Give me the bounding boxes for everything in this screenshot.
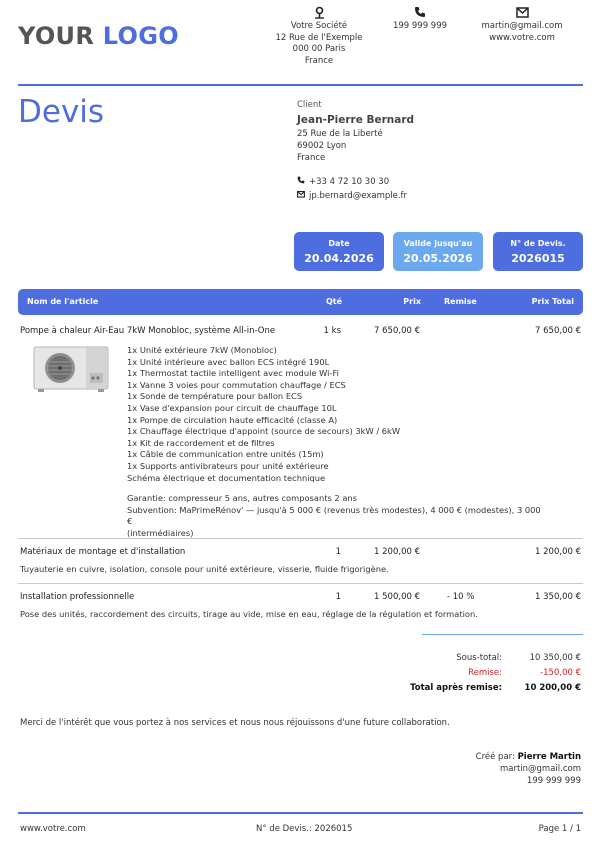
detail-line: 1x Kit de raccordement et de filtres — [127, 437, 275, 448]
detail-line: 1x Vase d'expansion pour circuit de chauffage 10L — [127, 402, 337, 413]
detail-line: 1x Thermostat tactile intelligent avec module Wi-Fi — [127, 368, 339, 379]
detail-line: 1x Câble de communication entre unités (15m) — [127, 449, 324, 460]
grand-total-value: 10 200,00 € — [524, 683, 581, 693]
company-phone: 199 999 999 — [392, 21, 448, 31]
subtotal-label: Sous-total: — [456, 653, 502, 663]
header-total: Prix Total — [531, 297, 574, 306]
company-contact-block — [470, 6, 574, 44]
date-value: 20.04.2026 — [304, 252, 374, 265]
logo-text-your: YOUR — [18, 22, 95, 50]
detail-line: 1x Sonde de température pour ballon ECS — [127, 391, 303, 402]
row-divider — [18, 538, 583, 539]
envelope-icon — [470, 6, 574, 19]
footer-divider — [18, 812, 583, 814]
subsidy-note: Subvention: MaPrimeRénov' — jusqu'à 5 000 € (revenus très modestes), 4 000 € (modestes), 3 000 € — [127, 504, 541, 527]
item-description: Pose des unités, raccordement des circuits, tirage au vide, mise en eau, réglage de la régulation et formation. — [20, 609, 478, 619]
company-name: Votre Société — [290, 21, 348, 31]
client-name: Jean-Pierre Bernard — [297, 114, 415, 126]
warranty-note: Garantie: compresseur 5 ans, autres composants 2 ans — [127, 493, 358, 504]
client-email-line — [297, 190, 414, 202]
company-city: 000 00 Paris — [292, 44, 346, 54]
item-qty: 1 ks — [323, 326, 341, 336]
footer-quote-number: N° de Devis.: 2026015 — [256, 824, 353, 834]
quote-number-box — [493, 232, 583, 271]
detail-line: 1x Pompe de circulation haute efficacité (classe A) — [127, 414, 338, 425]
detail-line: Schéma électrique et documentation technique — [127, 472, 326, 483]
valid-until-label: Valide jusqu'au — [403, 239, 473, 248]
creator-phone: 199 999 999 — [526, 776, 581, 786]
detail-line: 1x Unité extérieure 7kW (Monobloc) — [127, 345, 277, 355]
detail-line: 1x Vanne 3 voies pour commutation chauffage / ECS — [127, 379, 346, 390]
grand-total-label: Total après remise: — [410, 683, 502, 693]
quote-number-value: 2026015 — [511, 252, 565, 265]
detail-line: 1x Unité intérieure avec ballon ECS intégré 190L — [127, 356, 330, 367]
item-price: 1 200,00 € — [374, 547, 420, 557]
items-table-header — [18, 289, 583, 315]
creator-name: Pierre Martin — [517, 752, 581, 762]
company-street: 12 Rue de l'Exemple — [275, 32, 363, 43]
client-country: France — [297, 153, 326, 163]
item-total: 1 350,00 € — [535, 592, 581, 602]
header-discount: Remise — [444, 297, 477, 306]
company-website[interactable]: www.votre.com — [489, 32, 555, 43]
heat-pump-image — [32, 345, 112, 393]
item-qty: 1 — [335, 592, 341, 602]
date-label: Date — [328, 239, 350, 248]
phone-icon — [297, 176, 305, 188]
client-block — [297, 99, 414, 202]
created-by-label: Créé par: — [475, 752, 515, 762]
creator-email[interactable]: martin@gmail.com — [499, 764, 581, 774]
header-qty: Qté — [325, 297, 342, 306]
client-label: Client — [297, 100, 322, 110]
thank-you-note: Merci de l'intérêt que vous portez à nos services et nous nous réjouissons d'une future collaboration. — [20, 718, 450, 728]
envelope-icon — [297, 190, 305, 202]
client-street: 25 Rue de la Liberté — [297, 129, 383, 139]
row-divider — [18, 583, 583, 584]
header-article: Nom de l'article — [27, 297, 99, 306]
document-title: Devis — [18, 94, 105, 130]
subtotal-value: 10 350,00 € — [529, 653, 581, 663]
client-city: 69002 Lyon — [297, 141, 347, 151]
detail-line: 1x Supports antivibrateurs pour unité extérieure — [127, 460, 329, 471]
discount-label: Remise: — [468, 668, 502, 678]
item-price: 1 500,00 € — [374, 592, 420, 602]
phone-icon — [378, 6, 462, 19]
company-phone-block — [378, 6, 462, 33]
item-details — [127, 345, 547, 540]
header-price: Prix — [403, 297, 421, 306]
item-name: Pompe à chaleur Air-Eau 7kW Monobloc, système All-in-One — [20, 326, 276, 336]
location-pin-icon — [263, 6, 375, 19]
company-logo — [18, 22, 179, 50]
item-price: 7 650,00 € — [374, 326, 420, 336]
footer-page-number: Page 1 / 1 — [538, 824, 581, 834]
item-qty: 1 — [335, 547, 341, 557]
item-name: Installation professionnelle — [20, 592, 135, 602]
company-email[interactable]: martin@gmail.com — [481, 21, 563, 31]
discount-value: -150,00 € — [540, 668, 581, 678]
created-by-block — [476, 752, 581, 762]
logo-text-logo: LOGO — [102, 22, 179, 50]
client-email[interactable]: jp.bernard@example.fr — [309, 191, 408, 201]
item-discount: - 10 % — [447, 592, 475, 602]
client-phone: +33 4 72 10 30 30 — [309, 177, 390, 187]
valid-until-value: 20.05.2026 — [403, 252, 473, 265]
item-name: Matériaux de montage et d'installation — [20, 547, 186, 557]
company-address-block — [263, 6, 375, 67]
footer-website[interactable]: www.votre.com — [20, 824, 86, 834]
valid-until-box — [393, 232, 483, 271]
item-total: 1 200,00 € — [535, 547, 581, 557]
detail-line: 1x Chauffage électrique d'appoint (source de secours) 3kW / 6kW — [127, 426, 401, 437]
header-divider — [18, 84, 583, 86]
totals-divider — [422, 634, 583, 635]
company-country: France — [304, 55, 334, 66]
item-description: Tuyauterie en cuivre, isolation, console pour unité extérieure, visserie, fluide frigorigène. — [20, 564, 389, 574]
client-phone-line — [297, 176, 414, 188]
item-total: 7 650,00 € — [535, 326, 581, 336]
quote-number-label: N° de Devis. — [510, 239, 566, 248]
date-box — [294, 232, 384, 271]
subsidy-note-continued: (intermédiaires) — [127, 527, 194, 538]
